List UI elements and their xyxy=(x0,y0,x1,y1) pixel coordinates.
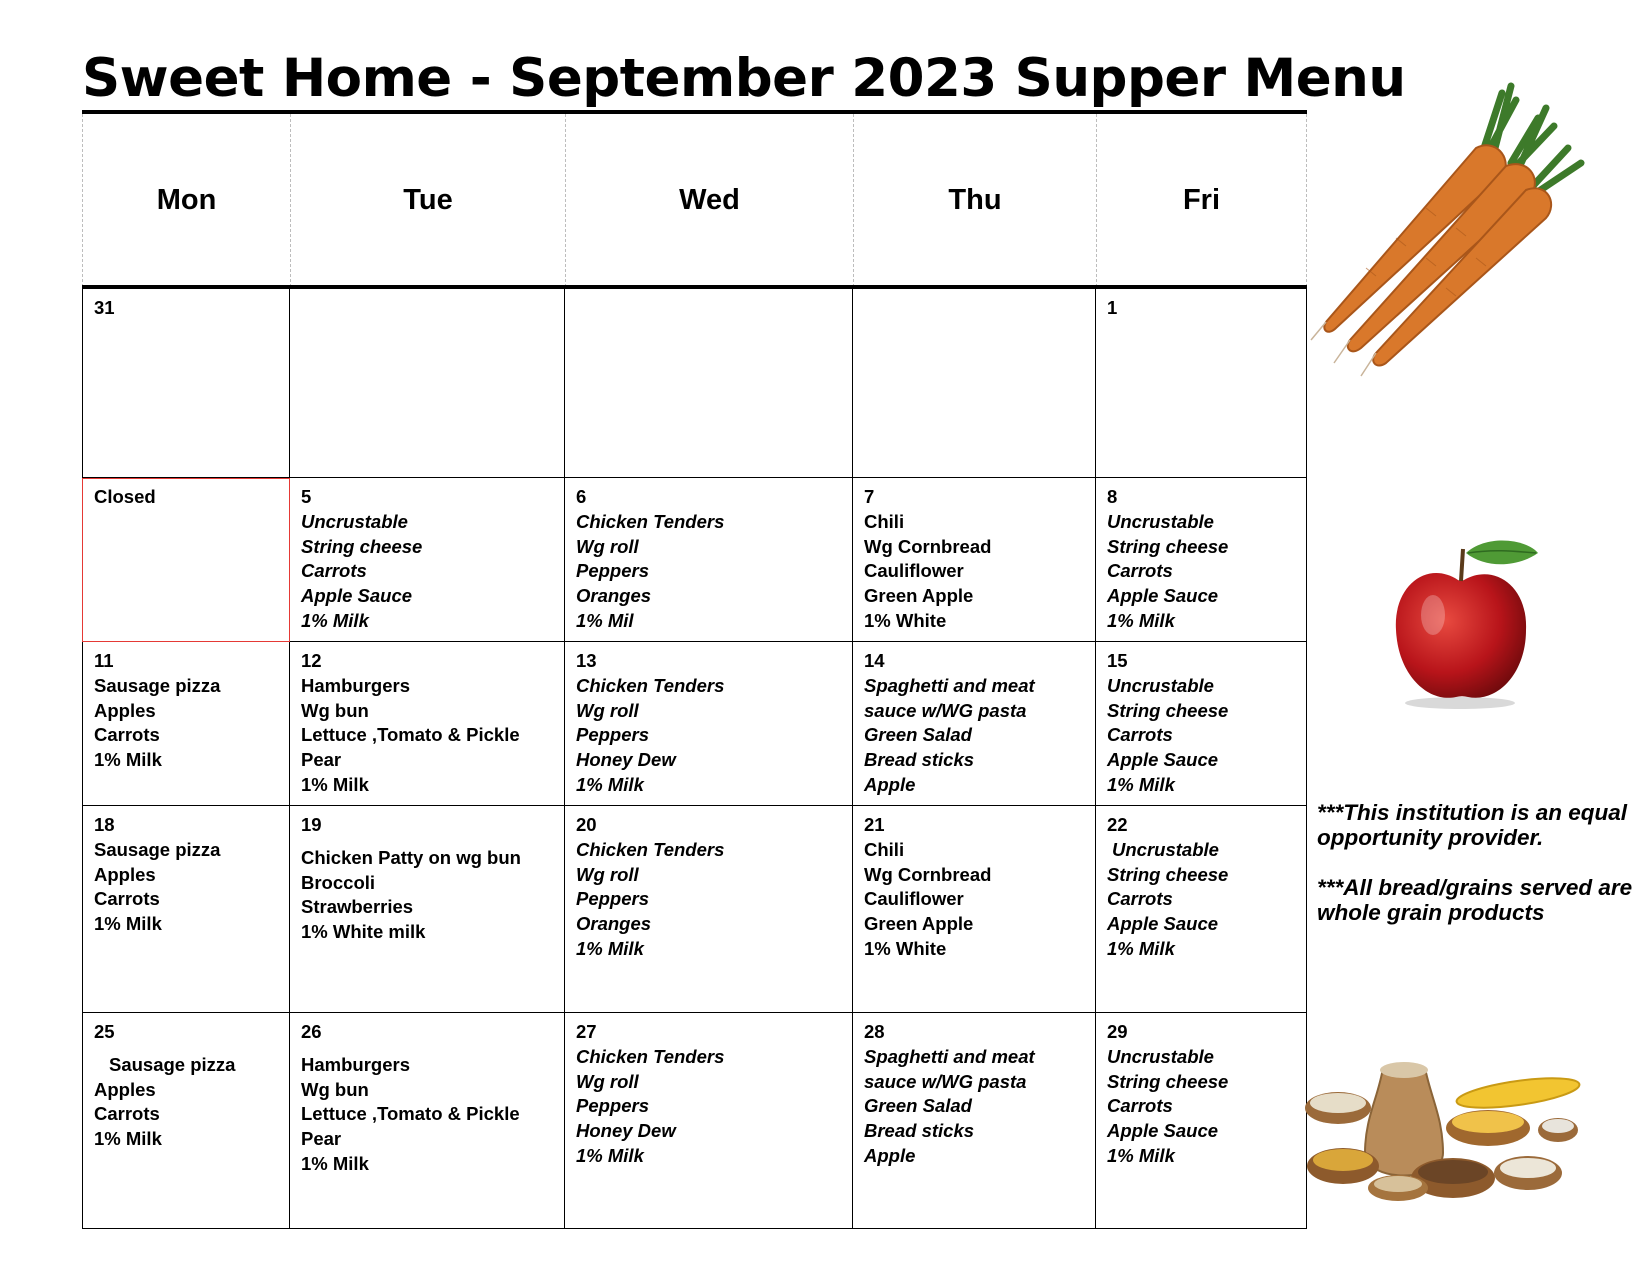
day-cell-mon xyxy=(82,806,290,1013)
menu-item: 1% Milk xyxy=(1107,937,1175,959)
date-number: 28 xyxy=(864,1021,885,1042)
menu-item: Wg roll xyxy=(576,535,639,557)
header-tue: Tue xyxy=(290,114,565,287)
menu-item: Wg roll xyxy=(576,699,639,721)
menu-item: Chicken Patty on wg bun xyxy=(301,846,521,868)
equal-opportunity-notice: ***This institution is an equal opportunity provider. xyxy=(1317,800,1628,850)
date-number: 31 xyxy=(94,297,115,318)
carrots-image xyxy=(1306,78,1596,378)
day-cell-mon xyxy=(82,642,290,806)
menu-item: Hamburgers xyxy=(301,1053,410,1075)
menu-item: Green Salad xyxy=(864,1095,972,1117)
menu-item: Uncrustable xyxy=(301,510,408,532)
date-number: Closed xyxy=(94,486,156,507)
date-number: 14 xyxy=(864,650,885,671)
header-wed: Wed xyxy=(565,114,853,287)
week-row xyxy=(82,289,1307,478)
menu-item: Apple Sauce xyxy=(1107,749,1219,771)
day-cell-tue xyxy=(290,642,565,806)
menu-item: Apple xyxy=(864,773,916,795)
menu-item: Green Apple xyxy=(864,913,974,935)
menu-item: Pear xyxy=(301,1128,342,1150)
menu-item: String cheese xyxy=(1107,699,1229,721)
date-number: 13 xyxy=(576,650,597,671)
day-cell-tue xyxy=(290,478,565,642)
menu-item: Chili xyxy=(864,838,905,860)
day-cell-mon xyxy=(82,1013,290,1229)
day-cell-wed xyxy=(565,1013,853,1229)
menu-item: Apples xyxy=(94,1078,156,1100)
menu-item: Carrots xyxy=(1107,560,1173,582)
menu-item: Broccoli xyxy=(301,871,376,893)
date-number: 26 xyxy=(301,1021,322,1042)
menu-item: Chili xyxy=(864,510,905,532)
menu-item: Spaghetti and meat xyxy=(864,674,1035,696)
menu-item: sauce w/WG pasta xyxy=(864,699,1027,721)
menu-item: Wg Cornbread xyxy=(864,535,992,557)
menu-item: Cauliflower xyxy=(864,888,964,910)
menu-item: Wg roll xyxy=(576,1070,639,1092)
menu-item: Spaghetti and meat xyxy=(864,1045,1035,1067)
menu-item: sauce w/WG pasta xyxy=(864,1070,1027,1092)
menu-item: Wg bun xyxy=(301,1078,369,1100)
menu-item: Wg Cornbread xyxy=(864,863,992,885)
menu-item: Chicken Tenders xyxy=(576,674,725,696)
notice-text xyxy=(1317,800,1637,950)
menu-item: Oranges xyxy=(576,913,652,935)
day-cell-wed xyxy=(565,642,853,806)
menu-item: Honey Dew xyxy=(576,749,676,771)
menu-item: 1% Milk xyxy=(301,1152,369,1174)
header-mon: Mon xyxy=(82,114,290,287)
date-number: 15 xyxy=(1107,650,1128,671)
menu-item: 1% White milk xyxy=(301,921,426,943)
menu-item: 1% Milk xyxy=(576,773,644,795)
date-number: 22 xyxy=(1107,814,1128,835)
menu-item: 1% Milk xyxy=(1107,609,1175,631)
week-row xyxy=(82,642,1307,806)
menu-item: Bread sticks xyxy=(864,749,975,771)
menu-item: Pear xyxy=(301,749,342,771)
day-cell-thu xyxy=(853,478,1096,642)
menu-item: Apple Sauce xyxy=(1107,913,1219,935)
date-number: 18 xyxy=(94,814,115,835)
menu-item: Cauliflower xyxy=(864,560,964,582)
grains-image xyxy=(1303,1058,1583,1213)
menu-item: 1% Milk xyxy=(1107,773,1175,795)
day-cell-tue xyxy=(290,806,565,1013)
menu-item: Apples xyxy=(94,699,156,721)
date-number: 11 xyxy=(94,650,114,671)
header-fri: Fri xyxy=(1096,114,1307,287)
menu-item: Wg bun xyxy=(301,699,369,721)
whole-grain-notice: ***All bread/grains served are whole grain products xyxy=(1317,875,1633,925)
day-cell-mon xyxy=(82,478,290,642)
day-cell-fri xyxy=(1096,806,1307,1013)
date-number: 12 xyxy=(301,650,322,671)
header-thu: Thu xyxy=(853,114,1096,287)
menu-item: 1% Milk xyxy=(576,937,644,959)
date-number: 29 xyxy=(1107,1021,1128,1042)
date-number: 25 xyxy=(94,1021,115,1042)
menu-item: Uncrustable xyxy=(1107,1045,1214,1067)
menu-item: Sausage pizza xyxy=(94,674,221,696)
menu-item: String cheese xyxy=(301,535,423,557)
menu-item: String cheese xyxy=(1107,863,1229,885)
menu-item: Carrots xyxy=(1107,1095,1173,1117)
menu-item: Green Apple xyxy=(864,585,974,607)
day-cell-fri xyxy=(1096,478,1307,642)
menu-item: Carrots xyxy=(94,724,160,746)
day-cell-thu xyxy=(853,806,1096,1013)
menu-item: Apple Sauce xyxy=(301,585,413,607)
menu-item: Peppers xyxy=(576,560,650,582)
week-row xyxy=(82,478,1307,642)
menu-item: Chicken Tenders xyxy=(576,1045,725,1067)
date-number: 5 xyxy=(301,486,312,507)
menu-item: Carrots xyxy=(1107,724,1173,746)
day-cell-thu xyxy=(853,1013,1096,1229)
menu-item: 1% Milk xyxy=(301,609,369,631)
day-cell-fri xyxy=(1096,289,1307,478)
menu-item: Carrots xyxy=(94,888,160,910)
date-number: 8 xyxy=(1107,486,1118,507)
day-cell-thu xyxy=(853,289,1096,478)
day-cell-tue xyxy=(290,1013,565,1229)
menu-item: Peppers xyxy=(576,1095,650,1117)
day-cell-wed xyxy=(565,806,853,1013)
day-cell-wed xyxy=(565,289,853,478)
date-number: 1 xyxy=(1107,297,1118,318)
menu-item: Chicken Tenders xyxy=(576,510,725,532)
menu-item: 1% White xyxy=(864,609,947,631)
page-title: Sweet Home - September 2023 Supper Menu xyxy=(82,48,1406,109)
apple-image xyxy=(1388,535,1558,710)
menu-item: 1% White xyxy=(864,937,947,959)
menu-item: Oranges xyxy=(576,585,652,607)
menu-item: 1% Milk xyxy=(94,913,162,935)
menu-item: Sausage pizza xyxy=(94,838,221,860)
menu-item: Uncrustable xyxy=(1112,838,1219,860)
menu-item: Apple Sauce xyxy=(1107,585,1219,607)
date-number: 6 xyxy=(576,486,587,507)
day-cell-fri xyxy=(1096,642,1307,806)
menu-item: Apple xyxy=(864,1144,916,1166)
menu-item: 1% Milk xyxy=(576,1144,644,1166)
menu-item: Lettuce ,Tomato & Pickle xyxy=(301,724,520,746)
menu-item: Chicken Tenders xyxy=(576,838,725,860)
menu-item: Uncrustable xyxy=(1107,674,1214,696)
menu-item: Bread sticks xyxy=(864,1120,975,1142)
day-cell-thu xyxy=(853,642,1096,806)
date-number: 21 xyxy=(864,814,885,835)
menu-item: Carrots xyxy=(1107,888,1173,910)
week-row xyxy=(82,1013,1307,1229)
date-number: 20 xyxy=(576,814,597,835)
date-number: 19 xyxy=(301,814,322,835)
date-number: 7 xyxy=(864,486,875,507)
week-row xyxy=(82,806,1307,1013)
menu-calendar-grid xyxy=(82,289,1307,1229)
menu-item: Uncrustable xyxy=(1107,510,1214,532)
weekday-header xyxy=(82,114,1307,287)
menu-item: Honey Dew xyxy=(576,1120,676,1142)
menu-item: 1% Milk xyxy=(94,1128,162,1150)
day-cell-mon xyxy=(82,289,290,478)
menu-item: 1% Milk xyxy=(301,773,369,795)
day-cell-wed xyxy=(565,478,853,642)
menu-item: Carrots xyxy=(301,560,367,582)
menu-item: Peppers xyxy=(576,724,650,746)
menu-item: 1% Milk xyxy=(94,749,162,771)
menu-item: Green Salad xyxy=(864,724,972,746)
menu-item: Apple Sauce xyxy=(1107,1120,1219,1142)
menu-item: Strawberries xyxy=(301,896,414,918)
date-number: 27 xyxy=(576,1021,597,1042)
menu-item: 1% Mil xyxy=(576,609,634,631)
menu-item: Lettuce ,Tomato & Pickle xyxy=(301,1103,520,1125)
menu-item: Wg roll xyxy=(576,863,639,885)
menu-item: String cheese xyxy=(1107,1070,1229,1092)
menu-item: 1% Milk xyxy=(1107,1144,1175,1166)
menu-item: Apples xyxy=(94,863,156,885)
day-cell-fri xyxy=(1096,1013,1307,1229)
menu-item: Carrots xyxy=(94,1103,160,1125)
day-cell-tue xyxy=(290,289,565,478)
menu-item: Peppers xyxy=(576,888,650,910)
menu-item: String cheese xyxy=(1107,535,1229,557)
menu-item: Hamburgers xyxy=(301,674,410,696)
menu-item: Sausage pizza xyxy=(109,1053,236,1075)
